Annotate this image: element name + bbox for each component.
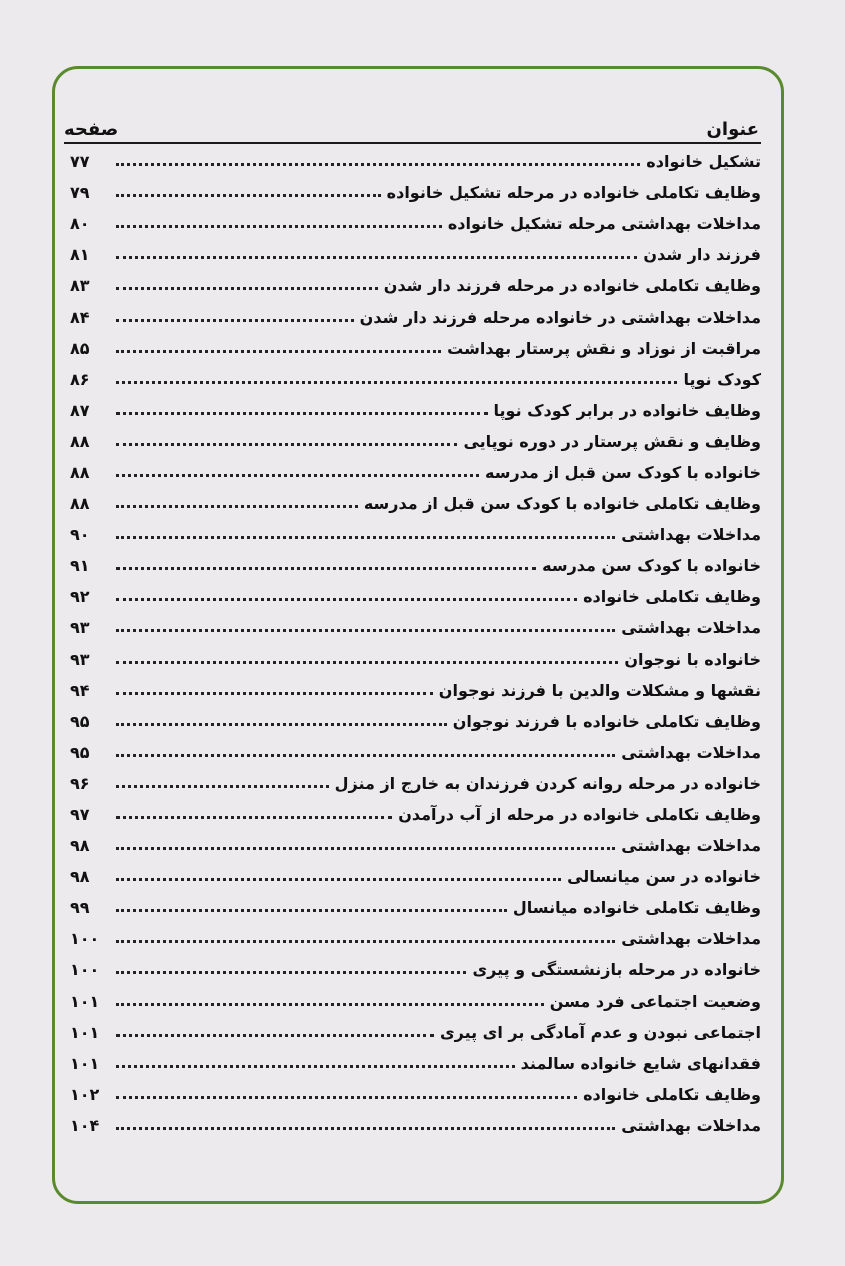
header-divider: [64, 142, 761, 144]
dot-leader: [116, 287, 378, 290]
toc-entry: [70, 364, 761, 395]
toc-entry-title: خانواده در مرحله روانه کردن فرزندان به خارج از منزل: [334, 773, 761, 793]
table-of-contents: [70, 146, 761, 1141]
toc-entry-page: ۱۰۰: [70, 960, 100, 980]
toc-entry-title: فرزند دار شدن: [643, 245, 761, 265]
toc-entry-page: ۸۴: [70, 307, 90, 327]
toc-entry: [70, 581, 761, 612]
toc-entry-title: مداخلات بهداشتی: [621, 1115, 761, 1135]
toc-entry-title: وظایف خانواده در برابر کودک نوپا: [493, 400, 761, 420]
toc-entry-title: مداخلات بهداشتی: [621, 525, 761, 545]
dot-leader: [116, 163, 640, 166]
toc-entry-page: ۱۰۲: [70, 1084, 100, 1104]
dot-leader: [116, 567, 536, 570]
toc-entry: [70, 208, 761, 239]
toc-entry: [70, 426, 761, 457]
toc-entry: [70, 270, 761, 301]
toc-entry-title: وظایف تکاملی خانواده در مرحله تشکیل خانواده: [386, 183, 761, 203]
dot-leader: [116, 1003, 544, 1006]
dot-leader: [116, 723, 447, 726]
toc-entry: [70, 488, 761, 519]
toc-entry-title: خانواده با کودک سن قبل از مدرسه: [485, 462, 761, 482]
toc-entry: [70, 954, 761, 985]
toc-entry-page: ۷۹: [70, 183, 90, 203]
toc-entry-title: خانواده در سن میانسالی: [567, 867, 761, 887]
toc-entry-title: مداخلات بهداشتی در خانواده مرحله فرزند دار شدن: [359, 307, 761, 327]
toc-entry: [70, 301, 761, 332]
dot-leader: [116, 661, 618, 664]
toc-entry-page: ۹۹: [70, 898, 90, 918]
toc-entry-title: تشکیل خانواده: [646, 152, 761, 172]
toc-entry-title: مداخلات بهداشتی مرحله تشکیل خانواده: [447, 214, 761, 234]
toc-entry: [70, 457, 761, 488]
toc-entry: [70, 1017, 761, 1048]
toc-entry: [70, 706, 761, 737]
dot-leader: [116, 256, 637, 259]
dot-leader: [116, 225, 442, 228]
toc-entry-title: اجتماعی نبودن و عدم آمادگی بر ای پیری: [439, 1022, 761, 1042]
dot-leader: [116, 1096, 577, 1099]
toc-entry-title: وظایف تکاملی خانواده میانسال: [512, 898, 761, 918]
dot-leader: [116, 319, 354, 322]
toc-entry: [70, 644, 761, 675]
toc-entry-page: ۹۷: [70, 805, 90, 825]
toc-entry-page: ۸۸: [70, 431, 90, 451]
toc-entry-page: ۱۰۱: [70, 991, 100, 1011]
dot-leader: [116, 536, 615, 539]
toc-entry: [70, 177, 761, 208]
dot-leader: [116, 816, 392, 819]
toc-entry-title: وظایف تکاملی خانواده: [583, 1084, 761, 1104]
toc-entry: [70, 1079, 761, 1110]
toc-entry: [70, 923, 761, 954]
toc-entry-title: فقدانهای شایع خانواده سالمند: [520, 1053, 761, 1073]
toc-entry-title: مداخلات بهداشتی: [621, 929, 761, 949]
dot-leader: [116, 878, 561, 881]
toc-header-title: عنوان: [706, 119, 759, 140]
toc-entry: [70, 1048, 761, 1079]
toc-entry-title: وظایف و نقش پرستار در دوره نوپایی: [463, 431, 761, 451]
dot-leader: [116, 754, 615, 757]
toc-entry-page: ۹۴: [70, 680, 90, 700]
toc-entry-page: ۸۰: [70, 214, 90, 234]
toc-entry-page: ۸۱: [70, 245, 90, 265]
toc-entry-page: ۹۰: [70, 525, 90, 545]
toc-entry-page: ۹۸: [70, 836, 90, 856]
toc-entry: [70, 861, 761, 892]
toc-entry-page: ۹۵: [70, 711, 90, 731]
toc-entry-page: ۹۲: [70, 587, 90, 607]
toc-entry-page: ۸۵: [70, 338, 90, 358]
dot-leader: [116, 940, 615, 943]
toc-entry-page: ۸۳: [70, 276, 90, 296]
toc-entry-page: ۹۵: [70, 742, 90, 762]
toc-entry: [70, 519, 761, 550]
toc-entry: [70, 830, 761, 861]
toc-entry-page: ۷۷: [70, 152, 90, 172]
toc-entry-page: ۸۷: [70, 400, 90, 420]
toc-entry-title: خانواده با نوجوان: [624, 649, 761, 669]
dot-leader: [116, 412, 488, 415]
toc-entry: [70, 768, 761, 799]
dot-leader: [116, 443, 457, 446]
dot-leader: [116, 785, 329, 788]
toc-entry: [70, 239, 761, 270]
dot-leader: [116, 1127, 615, 1130]
dot-leader: [116, 194, 381, 197]
toc-entry-page: ۱۰۴: [70, 1115, 100, 1135]
toc-entry: [70, 1110, 761, 1141]
toc-entry-title: وظایف تکاملی خانواده در مرحله فرزند دار شدن: [383, 276, 761, 296]
toc-entry: [70, 986, 761, 1017]
dot-leader: [116, 971, 466, 974]
toc-entry-page: ۹۶: [70, 773, 90, 793]
toc-entry-page: ۹۳: [70, 618, 90, 638]
dot-leader: [116, 629, 615, 632]
toc-entry: [70, 550, 761, 581]
dot-leader: [116, 692, 433, 695]
toc-entry-page: ۹۸: [70, 867, 90, 887]
toc-entry: [70, 892, 761, 923]
dot-leader: [116, 350, 441, 353]
toc-entry-title: مراقبت از نوزاد و نقش پرستار بهداشت: [447, 338, 761, 358]
toc-entry: [70, 799, 761, 830]
toc-entry-title: وظایف تکاملی خانواده در مرحله از آب درآمدن: [398, 805, 761, 825]
dot-leader: [116, 909, 507, 912]
toc-entry-page: ۸۸: [70, 494, 90, 514]
toc-entry-title: کودک نوپا: [683, 369, 761, 389]
toc-entry-title: وظایف تکاملی خانواده: [583, 587, 761, 607]
dot-leader: [116, 1034, 434, 1037]
toc-entry-title: وضعیت اجتماعی فرد مسن: [549, 991, 761, 1011]
toc-entry-page: ۸۶: [70, 369, 90, 389]
toc-entry-title: وظایف تکاملی خانواده با فرزند نوجوان: [452, 711, 761, 731]
dot-leader: [116, 381, 677, 384]
toc-entry-title: وظایف تکاملی خانواده با کودک سن قبل از مدرسه: [363, 494, 761, 514]
dot-leader: [116, 505, 358, 508]
toc-entry: [70, 675, 761, 706]
toc-entry-title: نقشها و مشکلات والدین با فرزند نوجوان: [438, 680, 761, 700]
toc-entry: [70, 737, 761, 768]
toc-entry: [70, 612, 761, 643]
toc-entry-title: خانواده با کودک سن مدرسه: [542, 556, 761, 576]
toc-entry-title: خانواده در مرحله بازنشستگی و پیری: [472, 960, 761, 980]
dot-leader: [116, 598, 577, 601]
toc-entry: [70, 146, 761, 177]
toc-entry-page: ۱۰۱: [70, 1053, 100, 1073]
toc-entry: [70, 395, 761, 426]
toc-entry: [70, 333, 761, 364]
toc-entry-page: ۹۳: [70, 649, 90, 669]
toc-entry-page: ۱۰۰: [70, 929, 100, 949]
dot-leader: [116, 1065, 515, 1068]
toc-entry-title: مداخلات بهداشتی: [621, 618, 761, 638]
toc-entry-page: ۹۱: [70, 556, 90, 576]
dot-leader: [116, 847, 615, 850]
toc-entry-title: مداخلات بهداشتی: [621, 742, 761, 762]
toc-entry-page: ۸۸: [70, 462, 90, 482]
dot-leader: [116, 474, 479, 477]
toc-entry-page: ۱۰۱: [70, 1022, 100, 1042]
toc-header-page: صفحه: [64, 119, 119, 140]
toc-header: [64, 112, 759, 140]
toc-entry-title: مداخلات بهداشتی: [621, 836, 761, 856]
